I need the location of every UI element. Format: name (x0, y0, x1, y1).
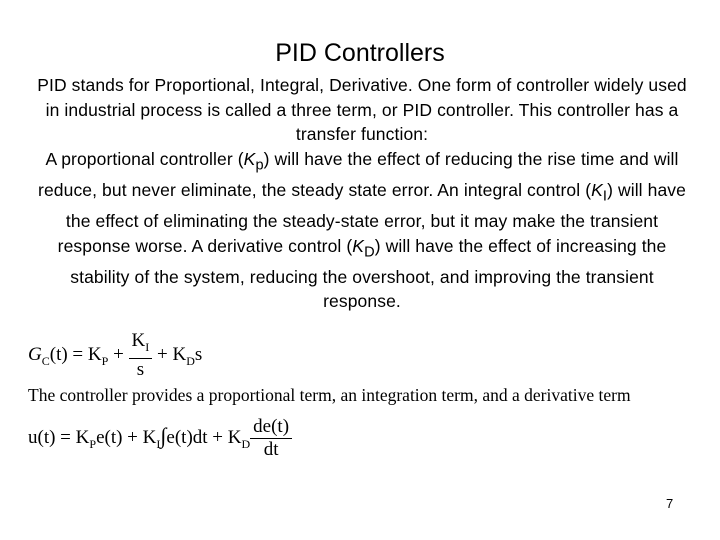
kd-subscript: D (364, 244, 375, 261)
eq1-kd: + K (152, 343, 187, 365)
eq2-lhs: u(t) = K (28, 426, 90, 448)
kd-symbol: K (352, 235, 365, 256)
page-number: 7 (666, 496, 674, 511)
eq1-frac-den: s (136, 359, 145, 380)
eq2-ki-sub: I (156, 436, 161, 451)
paragraph-text-3: ) will have the effect of eliminating the steady-state error, but it may make the transient response worse. A derivative control ( (57, 179, 686, 256)
control-law-equation (28, 416, 292, 461)
eq2-fraction (250, 416, 292, 461)
kp-subscript: p (255, 157, 264, 174)
eq1-fraction (129, 330, 153, 381)
eq1-frac-num (129, 330, 153, 359)
eq2-frac-num: de(t) (250, 416, 292, 439)
transfer-function-equation (28, 330, 202, 381)
slide-body-text (32, 73, 692, 314)
eq1-kd-sub: D (186, 353, 195, 368)
eq1-gc: G (28, 343, 42, 365)
eq1-plus: + (108, 343, 129, 365)
integral-sign: ∫ (160, 422, 167, 448)
eq2-e1: e(t) + K (96, 426, 157, 448)
paragraph-text-1: A proportional controller ( (45, 148, 244, 169)
paragraph-text-4: ) will have the effect of increasing the stability of the system, reducing the overshoot, and improving the transient response. (70, 235, 667, 312)
slide-title: PID Controllers (275, 39, 445, 67)
eq2-e2: e(t)dt + K (166, 426, 242, 448)
eq1-ki: K (131, 330, 146, 351)
controller-caption: The controller provides a proportional term, an integration term, and a derivative term (28, 385, 631, 405)
eq1-s: s (194, 343, 203, 365)
eq2-kp-sub: P (89, 436, 97, 451)
kp-symbol: K (243, 148, 256, 169)
paragraph-text-2: ) will have the effect of reducing the rise time and will reduce, but never eliminate, the steady state error. An integral control ( (38, 148, 679, 200)
eq1-kp-sub: P (101, 353, 109, 368)
eq2-frac-den: dt (263, 439, 279, 460)
intro-text: PID stands for Proportional, Integral, Derivative. One form of controller widely used in industrial process is called a three term, or PID controller. This controller has a transfer function: (37, 75, 687, 145)
ki-subscript: I (602, 188, 608, 205)
ki-symbol: K (591, 179, 603, 200)
eq1-lhs-arg: (t) = K (49, 343, 102, 365)
eq1-ki-sub: I (145, 340, 150, 354)
eq2-kd-sub: D (241, 436, 251, 451)
eq1-gc-sub: C (41, 353, 50, 368)
